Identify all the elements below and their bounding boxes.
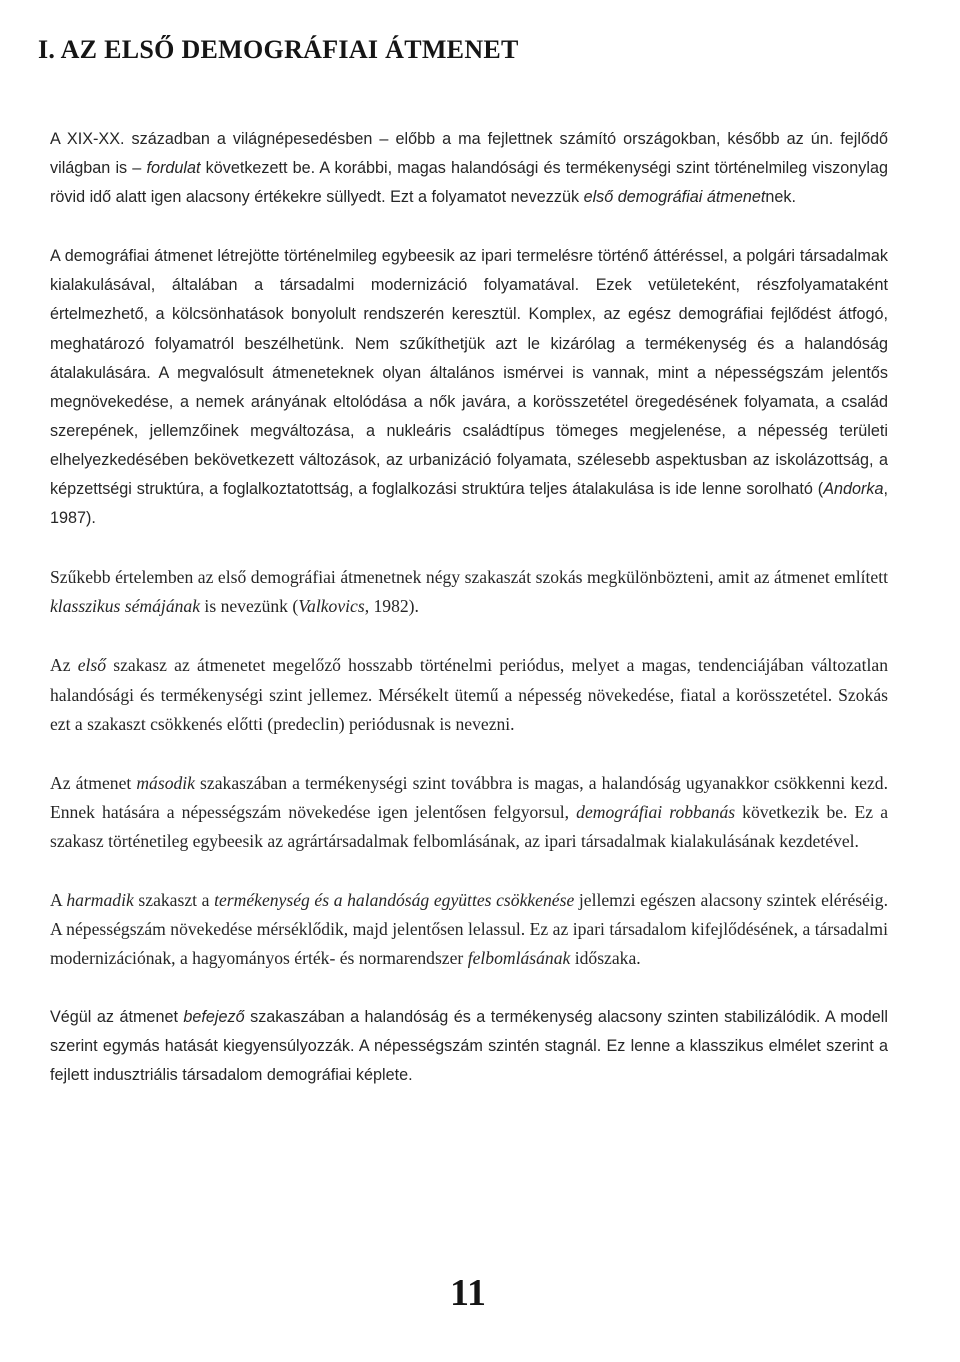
text-run: Szűkebb értelemben az első demográfiai átmenetnek négy szakaszát szokás megkülönbözteni, amit az átmenet említett — [50, 567, 888, 588]
italic-phrase: klasszikus sémájának — [50, 596, 201, 617]
paragraph-6 — [50, 886, 888, 973]
text-run: nek. — [765, 188, 796, 207]
page-number: 11 — [450, 1272, 486, 1314]
body-text — [50, 125, 888, 1091]
italic-phrase: Valkovics — [298, 596, 365, 617]
text-run: A — [50, 889, 67, 910]
paragraph-2 — [50, 242, 888, 533]
italic-phrase: első demográfiai átmenet — [583, 188, 766, 207]
paragraph-4 — [50, 651, 888, 738]
text-run: Komplex, az egész demográfiai fejlődést átfogó, meghatározó folyamatról beszélhetünk. Nem szűkíthetjük azt le kizárólag a termékenység és a halandóság átalakulására. A megvalósult átmeneteknek olyan általános ismérvei is vannak, mint a népességszám jelentős megnövekedése, a nemek arányának eltolódása a nők javára, a korösszetétel öregedésének folyamata, a család szerepének, jellemzőinek megváltozása, a nukleáris családtípus tömeges megjelenése, a népesség területi elhelyezkedésében bekövetkezett változások, az urbanizáció folyamata, szélesebb aspektusban az iskolázottság, a képzettségi struktúra, a foglalkoztatottság, a foglalkozási struktúra teljes átalakulása is ide lenne sorolható ( — [50, 305, 888, 499]
text-run: is nevezünk ( — [200, 596, 299, 617]
text-run: szakaszában a halandóság és a termékenység alacsony szinten stabilizálódik. A modell szerint egymás hatását kiegyensúlyozzák. A népességszám szintén stagnál. Ez lenne a klasszikus elmélet szerint a fejlett indusztriális társadalom demográfiai képlete. — [50, 1008, 888, 1085]
italic-phrase: első — [77, 655, 107, 676]
page-title: I. AZ ELSŐ DEMOGRÁFIAI ÁTMENET — [38, 35, 519, 64]
text-run: szakaszt a — [133, 889, 215, 910]
text-run: szakaszában a termékenységi szint továbbra is magas, a halandóság ugyanakkor csökkenni kezd. Ennek hatására a népességszám növekedése igen jelentősen felgyorsul, — [50, 772, 888, 822]
text-run: következett be. A korábbi, magas halandósági és termékenységi szint történelmileg viszonylag rövid idő alatt igen alacsony értékekre süllyedt. Ezt a folyamatot nevezzük — [50, 159, 888, 207]
text-run: szakasz az átmenetet megelőző hosszabb történelmi periódus, melyet a magas, tendenciájában változatlan halandósági és termékenységi szint jellemez. Mérsékelt ütemű a népesség növekedése, fiatal a korösszetétel. Szokás ezt a szakaszt csökkenés előtti (predeclin) periódusnak is nevezni. — [50, 655, 889, 734]
italic-phrase: fordulat — [146, 159, 201, 178]
text-run: időszaka. — [570, 948, 641, 969]
paragraph-7 — [50, 1003, 888, 1090]
text-run: Végül az átmenet — [50, 1008, 184, 1027]
italic-phrase: Andorka — [823, 480, 884, 499]
italic-phrase: demográfiai robbanás — [576, 801, 736, 822]
text-run: , 1982). — [364, 596, 419, 617]
text-run: Az — [50, 655, 78, 676]
text-run: Az átmenet — [50, 772, 137, 793]
paragraph-1 — [50, 125, 888, 212]
italic-phrase: felbomlásának — [467, 948, 571, 969]
paragraph-3 — [50, 563, 888, 621]
text-run: A demográfiai átmenet létrejötte történelmileg egybeesik az ipari termelésre történő áttéréssel, a polgári társadalmak kialakulásával, általában a társadalmi modernizáció folyamatával. Ezek vetületeként, részfolyamataként értelmezhető, a kölcsönhatások bonyolult rendszerén keresztül. — [50, 247, 888, 324]
text-run: jellemzi egészen alacsony szintek eléréséig. A népességszám növekedése mérséklődik, majd jelentősen lelassul. Ez az ipari társadalom kifejlődésének, a társadalmi modernizációnak, a hagyományos érték- és normarendszer — [50, 889, 888, 969]
text-run: A XIX-XX. században a világnépesedésben – előbb a ma fejlettnek számító országokban, később az ún. fejlődő világban is – — [50, 130, 888, 178]
italic-phrase: második — [136, 772, 195, 793]
paragraph-5 — [50, 769, 888, 856]
text-run: következik be. Ez a szakasz történetileg egybeesik az agrártársadalmak felbomlásának, az ipari társadalmak kialakulásának kezdetével. — [50, 801, 888, 851]
italic-phrase: harmadik — [66, 889, 134, 910]
text-run: , 1987). — [50, 480, 888, 528]
italic-phrase: termékenység és a halandóság együttes csökkenése — [214, 889, 575, 910]
italic-phrase: befejező — [183, 1008, 245, 1027]
